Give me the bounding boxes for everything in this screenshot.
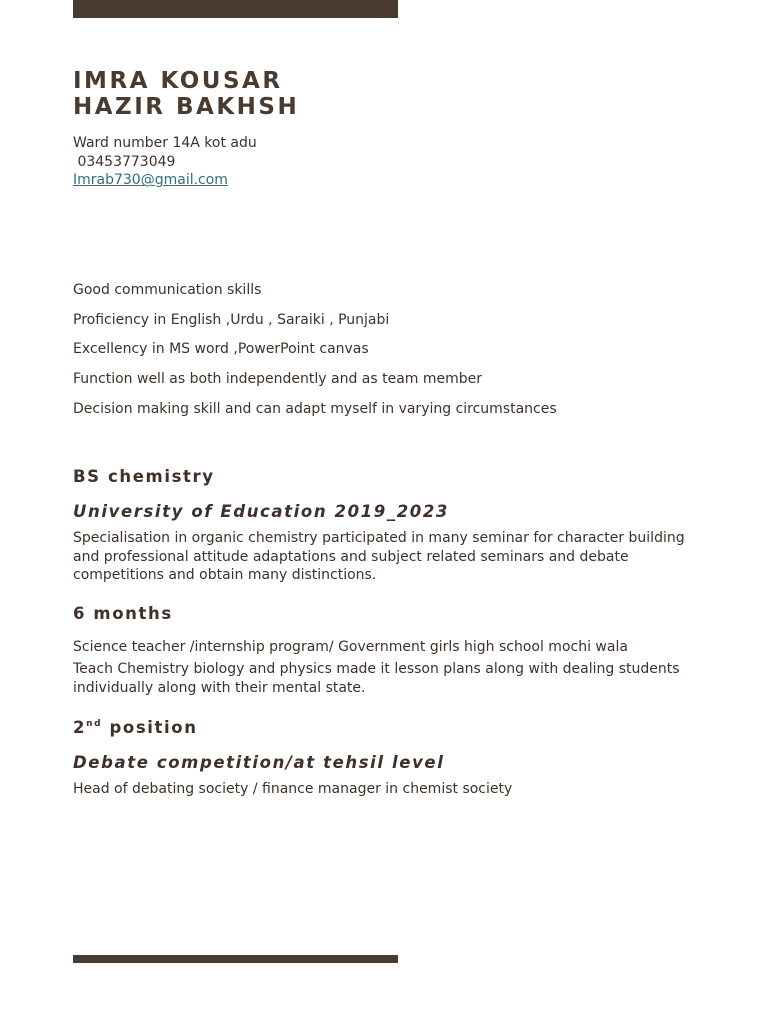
name-line-2: HAZIR BAKHSH bbox=[73, 94, 300, 120]
experience-duration: 6 months bbox=[73, 604, 173, 623]
skill-item: Proficiency in English ,Urdu , Saraiki , Punjabi bbox=[73, 311, 390, 328]
experience-role: Science teacher /internship program/ Government girls high school mochi wala bbox=[73, 639, 628, 655]
education-institution: University of Education 2019_2023 bbox=[73, 502, 450, 521]
applicant-name bbox=[73, 68, 299, 120]
bottom-accent-bar bbox=[73, 955, 398, 963]
top-accent-bar bbox=[73, 0, 398, 18]
rank-word: position bbox=[102, 718, 198, 737]
rank-suffix: nd bbox=[86, 719, 103, 729]
skill-item: Excellency in MS word ,PowerPoint canvas bbox=[73, 341, 369, 358]
skill-item: Decision making skill and can adapt myself in varying circumstances bbox=[73, 400, 557, 417]
rank-number: 2 bbox=[73, 718, 87, 737]
achievement-event: Debate competition/at tehsil level bbox=[73, 753, 445, 772]
skills-list bbox=[73, 281, 557, 429]
education-description: Specialisation in organic chemistry participated in many seminar for character building and professional attitude adaptations and subject related seminars and debate competitions and obtain many distinctions. bbox=[73, 530, 685, 584]
email-link[interactable]: Imrab730@gmail.com bbox=[73, 172, 228, 189]
address: Ward number 14A kot adu bbox=[73, 135, 257, 151]
skill-item: Good communication skills bbox=[73, 282, 262, 298]
phone-number: 03453773049 bbox=[73, 153, 176, 170]
education-degree: BS chemistry bbox=[73, 467, 215, 486]
contact-info bbox=[73, 134, 257, 190]
achievement-roles: Head of debating society / finance manager in chemist society bbox=[73, 781, 513, 797]
experience-description: Teach Chemistry biology and physics made it lesson plans along with dealing students individually along with their mental state. bbox=[73, 661, 680, 696]
achievement-rank bbox=[73, 718, 198, 737]
skill-item: Function well as both independently and as team member bbox=[73, 371, 483, 388]
name-line-1: IMRA KOUSAR bbox=[73, 68, 283, 94]
